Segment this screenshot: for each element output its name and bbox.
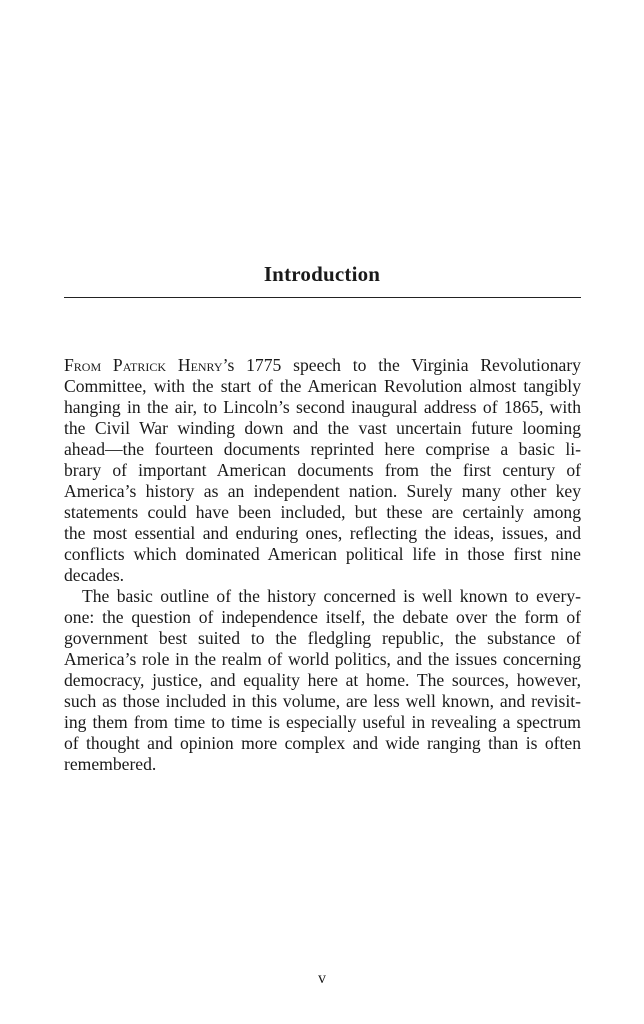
paragraph-1-line-1 (64, 355, 581, 376)
paragraph-2-line: government best suited to the fledgling republic, the substance of (64, 628, 581, 648)
paragraph-1-line: hanging in the air, to Lincoln’s second inaugural address of 1865, with (64, 397, 581, 417)
paragraph-1-line: statements could have been included, but these are certainly among (64, 502, 581, 522)
lead-rest: ’s 1775 speech to the Virginia Revolutionary (222, 355, 581, 375)
paragraph-1-line: decades. (64, 565, 125, 585)
paragraph-1-line: conflicts which dominated American political life in those first nine (64, 544, 581, 564)
paragraph-1-line: the most essential and enduring ones, reflecting the ideas, issues, and (64, 523, 581, 543)
page-title: Introduction (263, 262, 381, 286)
paragraph-2-line: of thought and opinion more complex and wide ranging than is often (64, 733, 581, 753)
page-number: v (318, 970, 326, 987)
paragraph-1-line: the Civil War winding down and the vast uncertain future looming (64, 418, 581, 438)
paragraph-1-line: ahead—the fourteen documents reprinted here comprise a basic li- (64, 439, 581, 459)
paragraph-2-line: democracy, justice, and equality here at home. The sources, however, (64, 670, 581, 690)
paragraph-2-line: remembered. (64, 754, 157, 774)
paragraph-2-line: one: the question of independence itself, the debate over the form of (64, 607, 581, 627)
lead-smallcaps: From Patrick Henry (64, 355, 223, 375)
body-text (64, 355, 581, 775)
paragraph-1-line: brary of important American documents from the first century of (64, 460, 581, 480)
paragraph-2-line: ing them from time to time is especially useful in revealing a spectrum (64, 712, 581, 732)
paragraph-2-line: America’s role in the realm of world politics, and the issues concerning (64, 649, 581, 669)
title-rule (64, 297, 581, 298)
paragraph-2-line: such as those included in this volume, are less well known, and revisit- (64, 691, 581, 711)
paragraph-2-line: The basic outline of the history concerned is well known to every- (82, 586, 581, 606)
paragraph-1-line: Committee, with the start of the American Revolution almost tangibly (64, 376, 581, 396)
paragraph-1-line: America’s history as an independent nation. Surely many other key (64, 481, 581, 501)
